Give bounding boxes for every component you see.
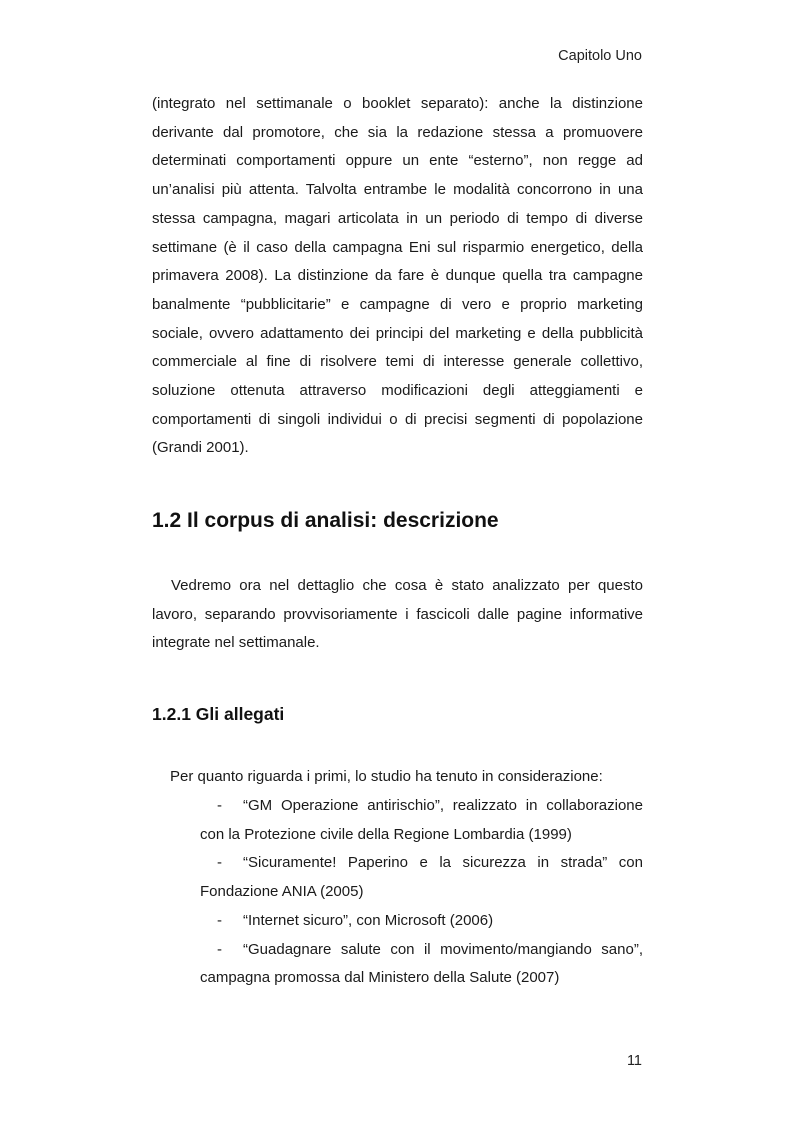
list-dash: - [217, 854, 222, 872]
list-dash: - [217, 940, 222, 958]
list-item-text: “Guadagnare salute con il movimento/mangiando sano”, campagna promossa dal Ministero della Salute (2007) [200, 940, 643, 987]
list-dash: - [217, 797, 222, 814]
chapter-header: Capitolo Uno [558, 48, 642, 64]
allegati-list [200, 792, 643, 993]
list-item [200, 792, 643, 849]
section-heading: 1.2 Il corpus di analisi: descrizione [152, 509, 499, 532]
list-item [200, 936, 643, 993]
subsection-heading: 1.2.1 Gli allegati [152, 704, 285, 724]
list-item-text: “Sicuramente! Paperino e la sicurezza in strada” con Fondazione ANIA (2005) [200, 854, 643, 901]
body-paragraph: Vedremo ora nel dettaglio che cosa è stato analizzato per questo lavoro, separando provvisoriamente i fascicoli dalle pagine informative integrate nel settimanale. [152, 577, 643, 652]
page-number: 11 [626, 1053, 642, 1069]
list-dash: - [217, 911, 222, 929]
list-item [200, 849, 643, 906]
list-item-text: “GM Operazione antirischio”, realizzato in collaborazione con la Protezione civile della Regione Lombardia (1999) [200, 797, 643, 843]
list-intro: Per quanto riguarda i primi, lo studio ha tenuto in considerazione: [170, 768, 603, 785]
body-paragraph: (integrato nel settimanale o booklet separato): anche la distinzione derivante dal promotore, che sia la redazione stessa a promuovere determinati comportamenti oppure un ente “esterno”, non regge ad un’analisi più attenta. Talvolta entrambe le modalità concorrono in una stessa campagna, magari articolata in un periodo di tempo di diverse settimane (è il caso della campagna Eni sul risparmio energetico, della primavera 2008). La distinzione da fare è dunque quella tra campagne banalmente “pubblicitarie” e campagne di vero e proprio marketing sociale, ovvero adattamento dei principi del marketing e della pubblicità commerciale al fine di risolvere temi di interesse generale collettivo, soluzione ottenuta attraverso modificazioni degli atteggiamenti e comportamenti di singoli individui o di precisi segmenti di popolazione (Grandi 2001). [152, 95, 643, 457]
list-item [200, 907, 643, 936]
list-item-text: “Internet sicuro”, con Microsoft (2006) [243, 911, 494, 929]
